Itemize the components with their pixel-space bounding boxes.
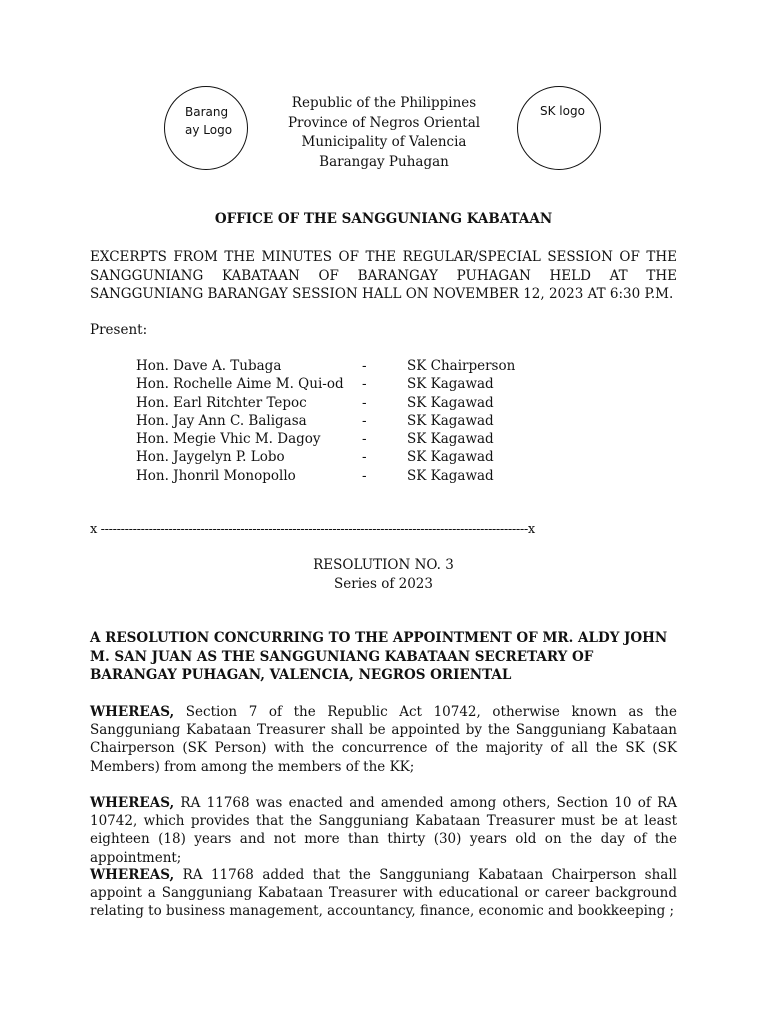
attendee-name: Hon. Rochelle Aime M. Qui-od bbox=[136, 376, 344, 393]
whereas-clause bbox=[90, 794, 677, 867]
attendee-dash: - bbox=[362, 358, 367, 374]
sk-logo-label: SK logo bbox=[540, 104, 585, 118]
minutes-excerpt: EXCERPTS FROM THE MINUTES OF THE REGULAR/SPECIAL SESSION OF THE SANGGUNIANG KABATAAN OF BARANGAY PUHAGAN HELD AT THE SANGGUNIANG BARANGAY SESSION HALL ON NOVEMBER 12, 2023 AT 6:30 P.M. bbox=[90, 249, 677, 302]
office-title: OFFICE OF THE SANGGUNIANG KABATAAN bbox=[214, 211, 553, 227]
attendee-position: SK Kagawad bbox=[407, 449, 494, 466]
whereas-text: RA 11768 was enacted and amended among others, Section 10 of RA 10742, which provides that the Sangguniang Kabataan Treasurer must be at least eighteen (18) years and not more than thirty (30) years old on the day of the appointment; bbox=[90, 795, 677, 866]
attendee-name: Hon. Jaygelyn P. Lobo bbox=[136, 449, 285, 466]
attendee-name: Hon. Jhonril Monopollo bbox=[136, 467, 296, 484]
attendee-dash: - bbox=[362, 412, 367, 429]
attendee-dash: - bbox=[362, 449, 367, 466]
attendee-list bbox=[136, 357, 556, 485]
present-label: Present: bbox=[90, 322, 148, 338]
whereas-lead: WHEREAS, bbox=[90, 795, 175, 811]
letterhead-line: Municipality of Valencia bbox=[301, 134, 467, 150]
attendee-name: Hon. Jay Ann C. Baligasa bbox=[136, 412, 307, 429]
attendee-dash: - bbox=[362, 431, 367, 448]
attendee-row bbox=[136, 467, 556, 485]
barangay-logo-label: Barang ay Logo bbox=[185, 105, 233, 137]
attendee-row bbox=[136, 430, 556, 448]
attendee-position: SK Kagawad bbox=[407, 412, 494, 429]
letterhead-line: Republic of the Philippines bbox=[291, 95, 477, 111]
attendee-row bbox=[136, 412, 556, 430]
attendee-position: SK Kagawad bbox=[407, 431, 494, 448]
attendee-position: SK Kagawad bbox=[407, 376, 494, 393]
attendee-row bbox=[136, 448, 556, 466]
attendee-position: SK Kagawad bbox=[407, 394, 494, 411]
attendee-row bbox=[136, 357, 556, 375]
attendee-row bbox=[136, 375, 556, 393]
attendee-dash: - bbox=[362, 467, 367, 484]
resolution-series: Series of 2023 bbox=[334, 576, 433, 592]
whereas-text: RA 11768 added that the Sangguniang Kabataan Chairperson shall appoint a Sangguniang Kabataan Treasurer with educational or career background relating to business management, accountancy, finance, economic and bookkeeping ; bbox=[90, 867, 677, 920]
whereas-text: Section 7 of the Republic Act 10742, otherwise known as the Sangguniang Kabataan Treasurer shall be appointed by the Sangguniang Kabataan Chairperson (SK Person) with the concurrence of the majority of all the SK (SK Members) from among the members of the KK; bbox=[90, 704, 677, 775]
attendee-row bbox=[136, 394, 556, 412]
letterhead-line: Barangay Puhagan bbox=[319, 153, 449, 170]
attendee-name: Hon. Earl Ritchter Tepoc bbox=[136, 394, 307, 411]
resolution-title: A RESOLUTION CONCURRING TO THE APPOINTMENT OF MR. ALDY JOHN M. SAN JUAN AS THE SANGGUNIANG KABATAAN SECRETARY OF BARANGAY PUHAGAN, VALENCIA, NEGROS ORIENTAL bbox=[90, 630, 668, 683]
whereas-lead: WHEREAS, bbox=[90, 704, 175, 720]
letterhead-line: Province of Negros Oriental bbox=[287, 114, 481, 131]
resolution-number: RESOLUTION NO. 3 bbox=[313, 557, 454, 573]
whereas-clause bbox=[90, 866, 677, 921]
attendee-name: Hon. Dave A. Tubaga bbox=[136, 358, 282, 374]
sk-logo-placeholder bbox=[517, 86, 601, 170]
whereas-clause bbox=[90, 703, 677, 776]
attendee-name: Hon. Megie Vhic M. Dagoy bbox=[136, 431, 321, 448]
resolution-heading bbox=[90, 556, 677, 594]
whereas-lead: WHEREAS, bbox=[90, 867, 175, 883]
section-separator: x -----------------------------------------------------------------------------------------------------------x bbox=[90, 522, 535, 537]
barangay-logo-placeholder bbox=[164, 86, 248, 170]
attendee-dash: - bbox=[362, 394, 367, 411]
attendee-position: SK Chairperson bbox=[407, 358, 516, 374]
attendee-position: SK Kagawad bbox=[407, 467, 494, 484]
letterhead bbox=[260, 94, 508, 172]
attendee-dash: - bbox=[362, 376, 367, 393]
